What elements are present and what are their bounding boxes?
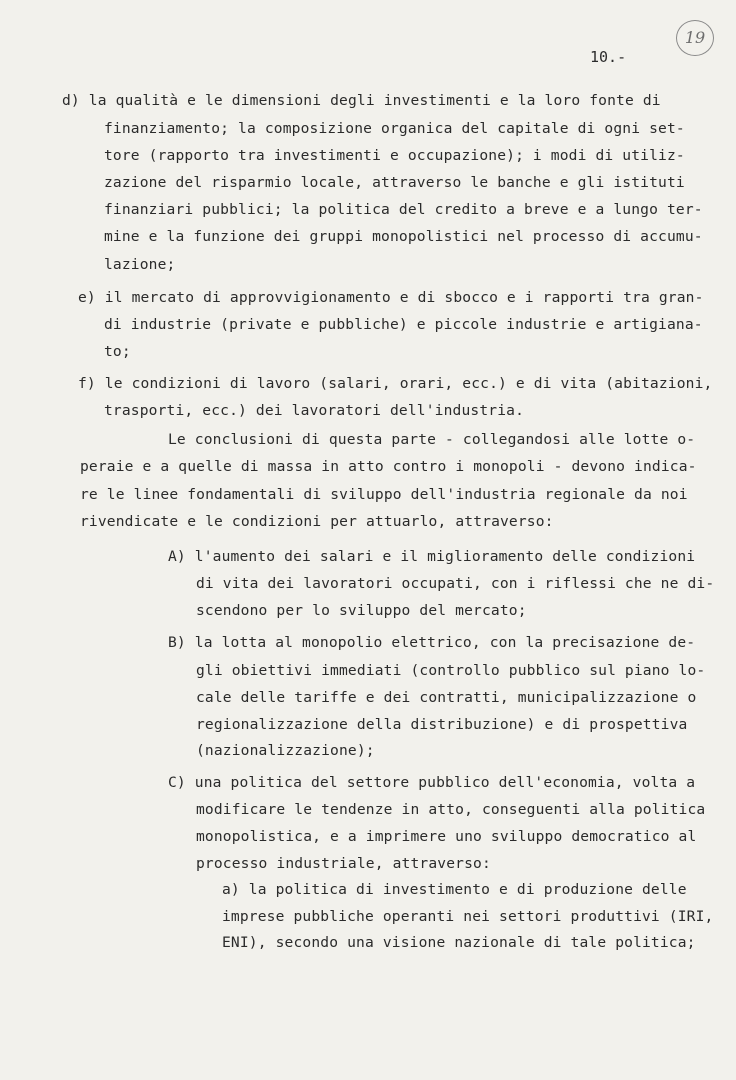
text-line: to; (104, 343, 131, 360)
text-line: Le conclusioni di questa parte - collegandosi alle lotte o- (168, 431, 696, 448)
text-line: a) la politica di investimento e di produzione delle (222, 881, 687, 898)
text-line: gli obiettivi immediati (controllo pubblico sul piano lo- (196, 662, 706, 679)
text-line: e) il mercato di approvvigionamento e di sbocco e i rapporti tra gran- (78, 289, 704, 306)
text-line: (nazionalizzazione); (196, 742, 375, 759)
text-line: d) la qualità e le dimensioni degli investimenti e la loro fonte di (62, 92, 661, 109)
text-line: B) la lotta al monopolio elettrico, con la precisazione de- (168, 634, 696, 651)
text-line: monopolistica, e a imprimere uno sviluppo democratico al (196, 828, 697, 845)
text-line: di industrie (private e pubbliche) e piccole industrie e artigiana- (104, 316, 703, 333)
text-line: mine e la funzione dei gruppi monopolistici nel processo di accumu- (104, 228, 703, 245)
text-line: lazione; (104, 256, 176, 273)
text-line: imprese pubbliche operanti nei settori produttivi (IRI, (222, 908, 714, 925)
page-stamp: 19 (676, 20, 714, 56)
text-line: f) le condizioni di lavoro (salari, orari, ecc.) e di vita (abitazioni, (78, 375, 713, 392)
text-line: trasporti, ecc.) dei lavoratori dell'industria. (104, 402, 525, 419)
page-number: 10.- (590, 48, 627, 66)
text-line: processo industriale, attraverso: (196, 855, 491, 872)
text-line: finanziari pubblici; la politica del credito a breve e a lungo ter- (104, 201, 703, 218)
text-line: regionalizzazione della distribuzione) e di prospettiva (196, 716, 688, 733)
text-line: tore (rapporto tra investimenti e occupazione); i modi di utiliz- (104, 147, 685, 164)
text-line: finanziamento; la composizione organica del capitale di ogni set- (104, 120, 685, 137)
text-line: A) l'aumento dei salari e il miglioramento delle condizioni (168, 548, 696, 565)
text-line: scendono per lo sviluppo del mercato; (196, 602, 527, 619)
text-line: zazione del risparmio locale, attraverso le banche e gli istituti (104, 174, 685, 191)
text-line: di vita dei lavoratori occupati, con i riflessi che ne di- (196, 575, 715, 592)
text-line: peraie e a quelle di massa in atto contro i monopoli - devono indica- (80, 458, 697, 475)
text-line: ENI), secondo una visione nazionale di tale politica; (222, 934, 696, 951)
text-line: rivendicate e le condizioni per attuarlo, attraverso: (80, 513, 554, 530)
text-line: re le linee fondamentali di sviluppo dell'industria regionale da noi (80, 486, 688, 503)
text-line: C) una politica del settore pubblico dell'economia, volta a (168, 774, 696, 791)
text-line: cale delle tariffe e dei contratti, municipalizzazione o (196, 689, 697, 706)
text-line: modificare le tendenze in atto, conseguenti alla politica (196, 801, 706, 818)
